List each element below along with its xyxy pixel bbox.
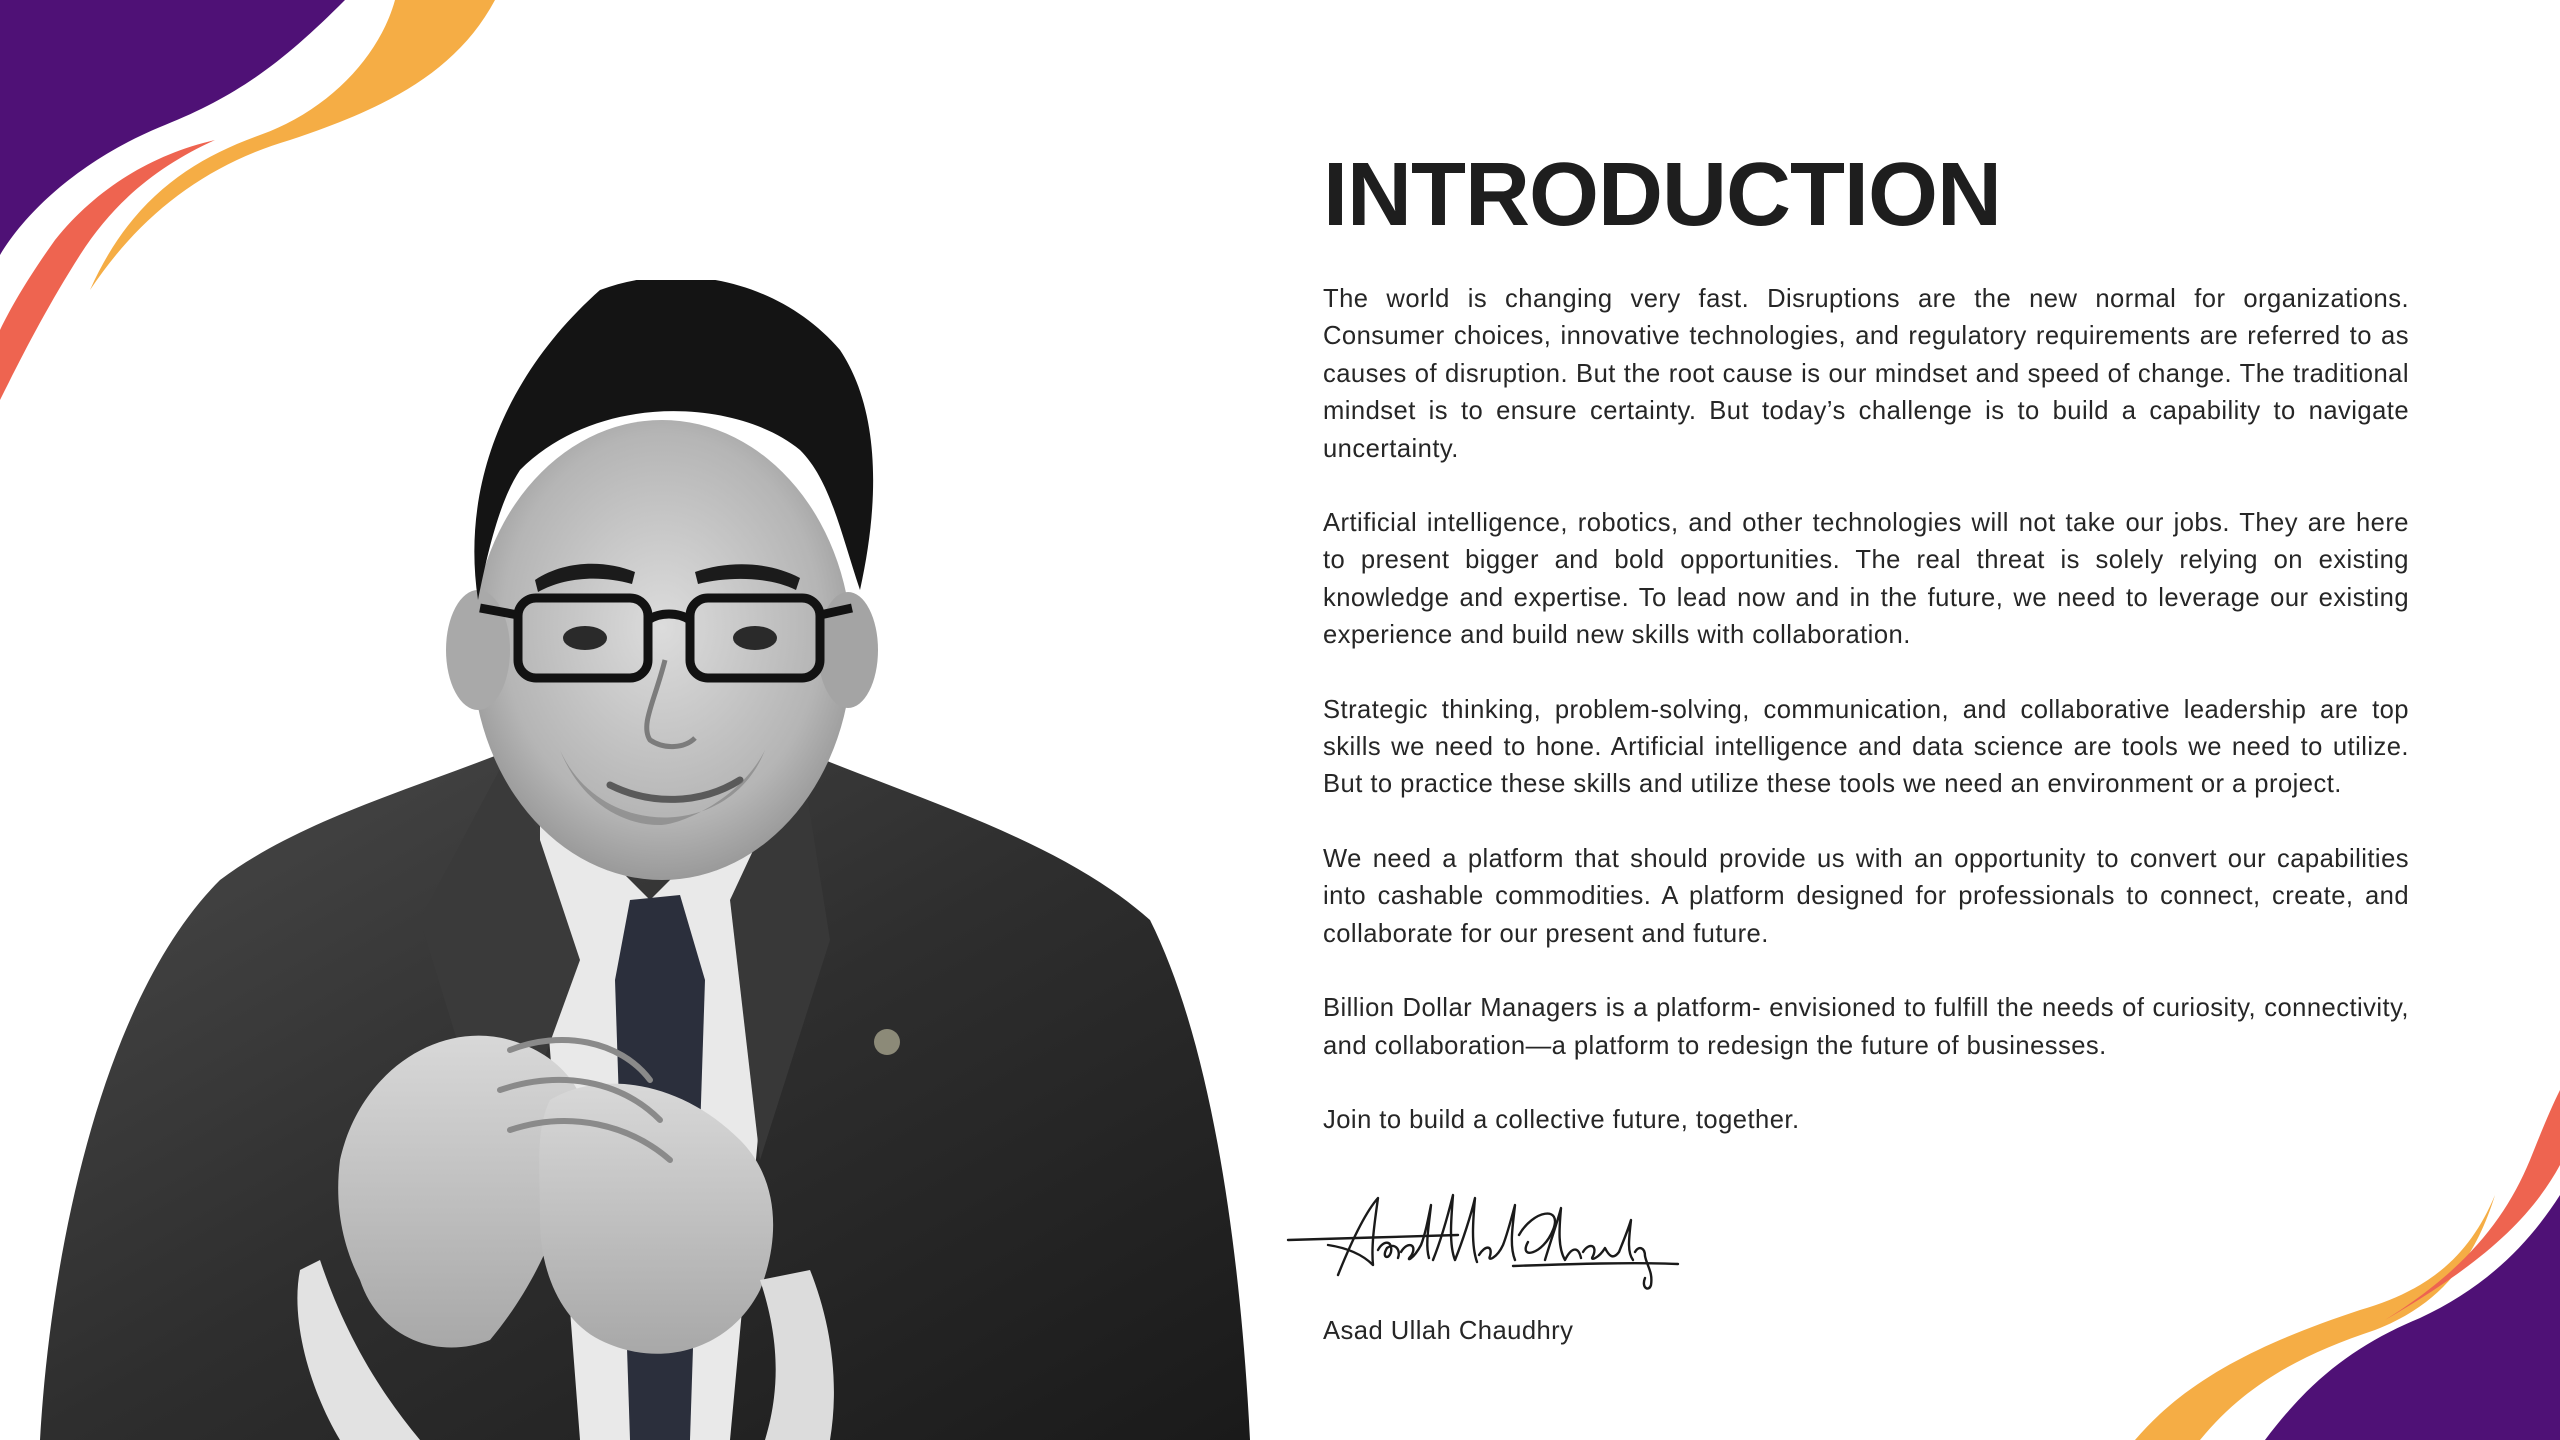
paragraph-5: Billion Dollar Managers is a platform- envisioned to fulfill the needs of curiosity, connectivity, and collaboration—a platform to redesign the future of businesses. xyxy=(1323,994,2409,1060)
left-eye xyxy=(563,626,607,650)
bottom-right-purple-swoosh xyxy=(2265,1195,2560,1440)
paragraph-1: The world is changing very fast. Disruptions are the new normal for organizations. Consumer choices, innovative technologies, and regulatory requirements are referred to as causes of disruption. But the root cause is our mindset and speed of change. The traditional mindset is to ensure certainty. But today’s challenge is to build a capability to navigate uncertainty. xyxy=(1323,285,2409,463)
right-eye xyxy=(733,626,777,650)
face xyxy=(472,420,852,880)
page-title: INTRODUCTION xyxy=(1323,145,2001,245)
introduction-body xyxy=(1323,281,2409,1139)
lapel-pin xyxy=(874,1029,900,1055)
paragraph-6: Join to build a collective future, together. xyxy=(1323,1105,1800,1134)
paragraph-3: Strategic thinking, problem-solving, communication, and collaborative leadership are top skills we need to hone. Artificial intelligence and data science are tools we need to utilize. But to practice these skills and utilize these tools we need an environment or a project. xyxy=(1323,695,2409,799)
author-portrait xyxy=(40,280,1270,1440)
handwritten-signature xyxy=(1283,1190,1683,1295)
author-name: Asad Ullah Chaudhry xyxy=(1323,1317,1574,1345)
paragraph-4: We need a platform that should provide us with an opportunity to convert our capabilities into cashable commodities. A platform designed for professionals to connect, create, and collaborate for our present and future. xyxy=(1323,844,2409,948)
introduction-content xyxy=(1323,145,2409,1176)
paragraph-2: Artificial intelligence, robotics, and other technologies will not take our jobs. They are here to present bigger and bold opportunities. The real threat is solely relying on existing knowledge and expertise. To lead now and in the future, we need to leverage our existing experience and build new skills with collaboration. xyxy=(1323,509,2409,650)
